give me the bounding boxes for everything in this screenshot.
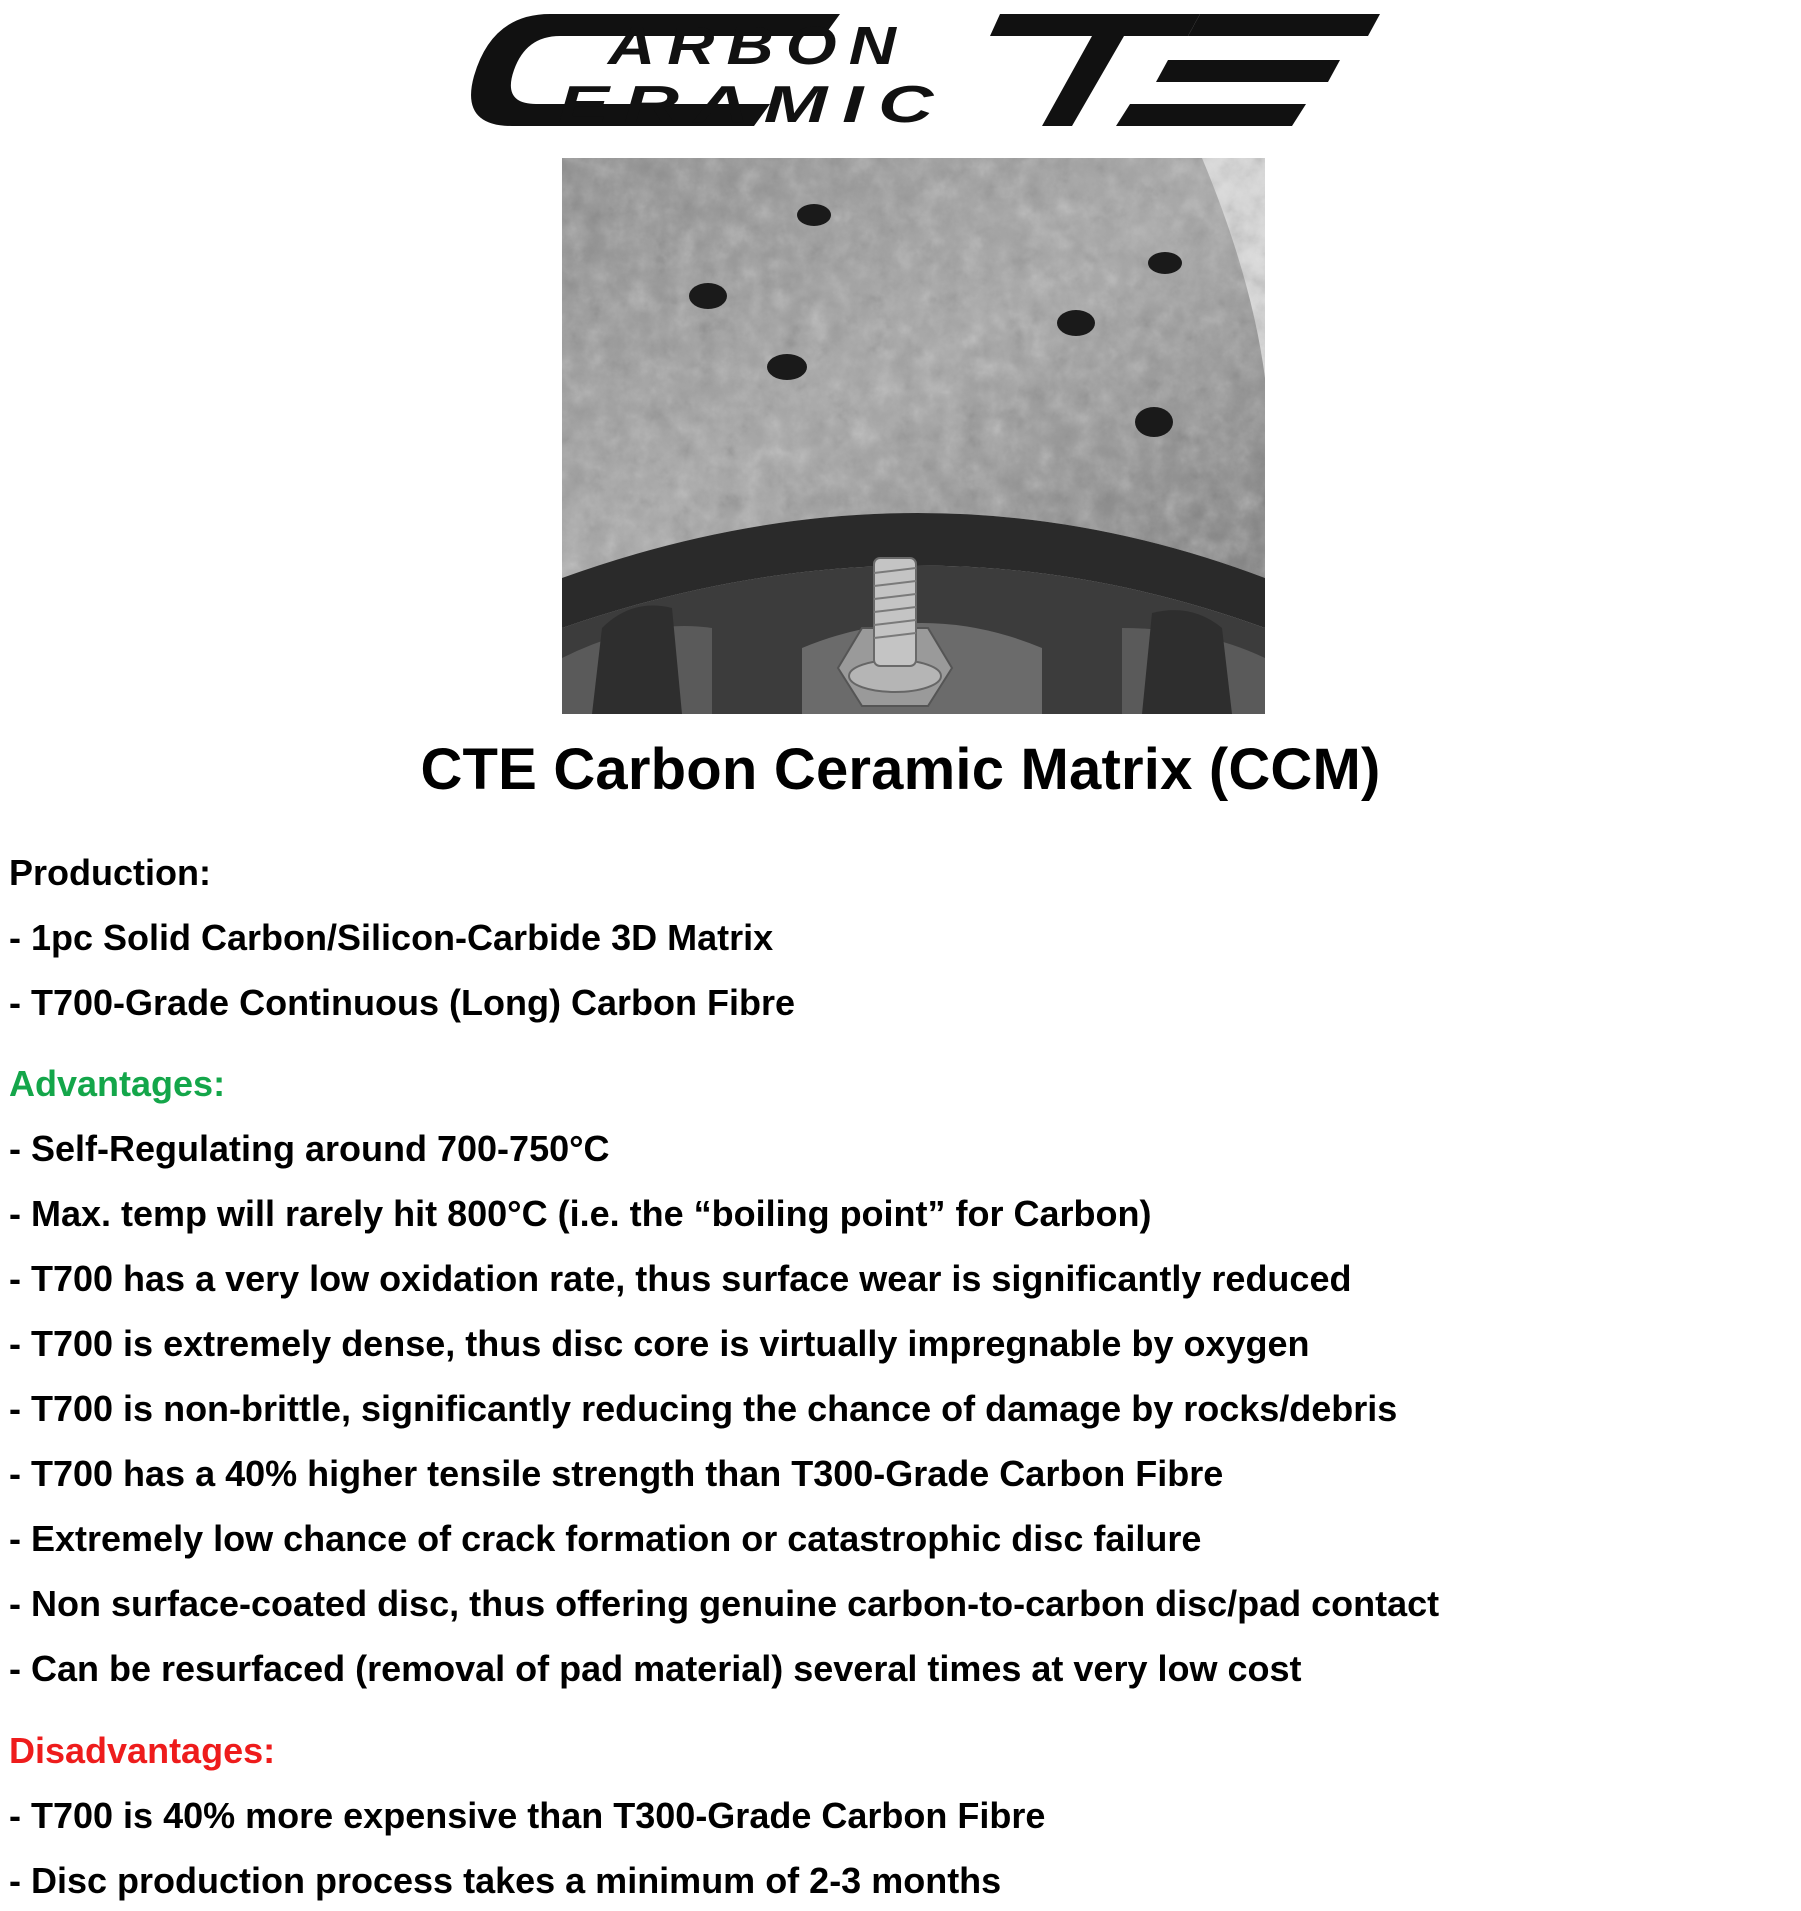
production-item: - T700-Grade Continuous (Long) Carbon Fibre [9, 982, 795, 1023]
advantage-item: - T700 has a 40% higher tensile strength than T300-Grade Carbon Fibre [9, 1453, 1224, 1494]
logo-e-bar-top [1188, 14, 1380, 36]
advantage-item: - Self-Regulating around 700-750°C [9, 1128, 610, 1169]
production-heading: Production: [9, 852, 211, 893]
advantage-item: - T700 is non-brittle, significantly reducing the chance of damage by rocks/debris [9, 1388, 1398, 1429]
carbon-ceramic-cte-logo [440, 6, 1380, 132]
disadvantages-section [9, 1731, 1045, 1901]
logo-e-bar-mid [1156, 60, 1340, 82]
disadvantages-heading: Disadvantages: [9, 1730, 276, 1771]
advantage-item: - Can be resurfaced (removal of pad material) several times at very low cost [9, 1648, 1302, 1689]
logo-text-arbon: ARBON [605, 16, 908, 76]
production-section [9, 853, 795, 1023]
advantage-item: - Extremely low chance of crack formation or catastrophic disc failure [9, 1518, 1202, 1559]
advantages-section [9, 1064, 1439, 1689]
advantage-item: - T700 has a very low oxidation rate, thus surface wear is significantly reduced [9, 1258, 1352, 1299]
advantage-item: - Non surface-coated disc, thus offering genuine carbon-to-carbon disc/pad contact [9, 1583, 1440, 1624]
advantages-heading: Advantages: [9, 1063, 226, 1104]
disadvantage-item: - T700 is 40% more expensive than T300-Grade Carbon Fibre [9, 1795, 1046, 1836]
disadvantage-item: - Disc production process takes a minimum of 2-3 months [9, 1860, 1002, 1901]
logo-text-eramic: ERAMIC [558, 76, 948, 132]
production-item: - 1pc Solid Carbon/Silicon-Carbide 3D Matrix [9, 917, 774, 958]
advantage-item: - T700 is extremely dense, thus disc core is virtually impregnable by oxygen [9, 1323, 1310, 1364]
page-title: CTE Carbon Ceramic Matrix (CCM) [420, 737, 1381, 802]
carbon-ceramic-disc-photo [562, 158, 1265, 714]
advantage-item: - Max. temp will rarely hit 800°C (i.e. the “boiling point” for Carbon) [9, 1193, 1152, 1234]
logo-e-bar-bottom [1116, 104, 1306, 126]
